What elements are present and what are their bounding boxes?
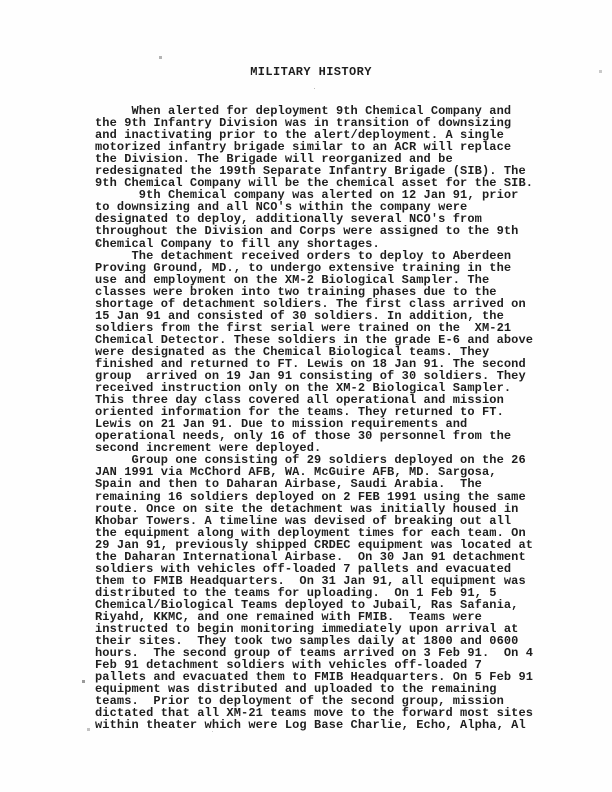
- text-line: use and employment on the XM-2 Biological Sampler. The: [95, 272, 490, 287]
- text-line: hours. The second group of teams arrived on 3 Feb 91. On 4: [95, 646, 534, 661]
- text-line: the equipment along with deployment times for each team. On: [95, 525, 526, 540]
- text-line: 9th Chemical company was alerted on 12 Jan 91, prior: [95, 188, 519, 203]
- text-line: them to FMIB Headquarters. On 31 Jan 91, all equipment was: [95, 573, 526, 588]
- text-line: JAN 1991 via McChord AFB, WA. McGuire AFB, MD. Sargosa,: [95, 465, 497, 480]
- text-line: 29 Jan 91, previously shipped CRDEC equipment was located at: [95, 537, 534, 552]
- document-title: MILITARY HISTORY: [250, 65, 372, 79]
- text-line: soldiers with vehicles off-loaded 7 pallets and evacuated: [95, 561, 512, 576]
- text-line: oriented information for the teams. They returned to FT.: [95, 405, 504, 420]
- text-line: Lewis on 21 Jan 91. Due to mission requirements and: [95, 417, 468, 432]
- scan-artifacts: [0, 0, 1, 1]
- text-line: redesignated the 199th Separate Infantry Brigade (SIB). The: [95, 164, 526, 179]
- text-line: Proving Ground, MD., to undergo extensive training in the: [95, 260, 512, 275]
- text-line: Khobar Towers. A timeline was devised of breaking out all: [95, 513, 512, 528]
- text-line: Spain and then to Daharan Airbase, Saudi Arabia. The: [95, 477, 482, 492]
- paragraph: [95, 250, 565, 455]
- text-line: dictated that all XM-21 teams move to the forward most sites: [95, 706, 534, 721]
- text-line: The detachment received orders to deploy to Aberdeen: [95, 248, 512, 263]
- paragraph: [95, 105, 565, 189]
- text-line: the 9th Infantry Division was in transition of downsizing: [95, 116, 512, 131]
- text-line: their sites. They took two samples daily at 1800 and 0600: [95, 634, 519, 649]
- text-line: designated to deploy, additionally several NCO's from: [95, 212, 482, 227]
- text-line: Chemical Company to fill any shortages.: [95, 236, 380, 251]
- text-line: Group one consisting of 29 soldiers deployed on the 26: [95, 453, 526, 468]
- text-line: route. Once on site the detachment was initially housed in: [95, 501, 519, 516]
- text-line: 9th Chemical Company will be the chemical asset for the SIB.: [95, 176, 534, 191]
- text-line: This three day class covered all operational and mission: [95, 393, 504, 408]
- text-line: classes were broken into two training phases due to the: [95, 284, 497, 299]
- paragraph: [95, 189, 565, 249]
- text-line: shortage of detachment soldiers. The first class arrived on: [95, 296, 526, 311]
- text-line: second increment were deployed.: [95, 441, 322, 456]
- text-line: group arrived on 19 Jan 91 consisting of 30 soldiers. They: [95, 369, 526, 384]
- text-line: the Daharan International Airbase. On 30 Jan 91 detachment: [95, 549, 526, 564]
- text-line: 15 Jan 91 and consisted of 30 soldiers. In addition, the: [95, 308, 504, 323]
- text-line: remaining 16 soldiers deployed on 2 FEB 1991 using the same: [95, 489, 526, 504]
- text-line: Chemical Detector. These soldiers in the grade E-6 and above: [95, 332, 534, 347]
- text-line: to downsizing and all NCO's within the company were: [95, 200, 468, 215]
- text-line: pallets and evacuated them to FMIB Headquarters. On 5 Feb 91: [95, 670, 534, 685]
- text-line: finished and returned to FT. Lewis on 18 Jan 91. The second: [95, 356, 526, 371]
- text-line: motorized infantry brigade similar to an ACR will replace: [95, 140, 512, 155]
- text-line: the Division. The Brigade will reorganized and be: [95, 152, 453, 167]
- text-line: soldiers from the first serial were trained on the XM-21: [95, 320, 512, 335]
- text-line: throughout the Division and Corps were assigned to the 9th: [95, 224, 519, 239]
- text-line: equipment was distributed and uploaded to the remaining: [95, 682, 497, 697]
- paragraph: [95, 454, 565, 731]
- text-line: teams. Prior to deployment of the second group, mission: [95, 694, 504, 709]
- text-line: received instruction only on the XM-2 Biological Sampler.: [95, 381, 512, 396]
- text-line: were designated as the Chemical Biological teams. They: [95, 344, 490, 359]
- text-line: distributed to the teams for uploading. On 1 Feb 91, 5: [95, 585, 497, 600]
- text-line: Feb 91 detachment soldiers with vehicles off-loaded 7: [95, 658, 482, 673]
- text-line: When alerted for deployment 9th Chemical Company and: [95, 104, 512, 118]
- text-line: and inactivating prior to the alert/deployment. A single: [95, 128, 504, 143]
- text-line: instructed to begin monitoring immediately upon arrival at: [95, 622, 519, 637]
- text-line: operational needs, only 16 of those 30 personnel from the: [95, 429, 512, 444]
- text-line: Riyahd, KKMC, and one remained with FMIB. Teams were: [95, 609, 482, 624]
- text-line: Chemical/Biological Teams deployed to Jubail, Ras Safania,: [95, 597, 519, 612]
- document-body: [95, 105, 565, 731]
- text-line: within theater which were Log Base Charlie, Echo, Alpha, Al: [95, 718, 526, 733]
